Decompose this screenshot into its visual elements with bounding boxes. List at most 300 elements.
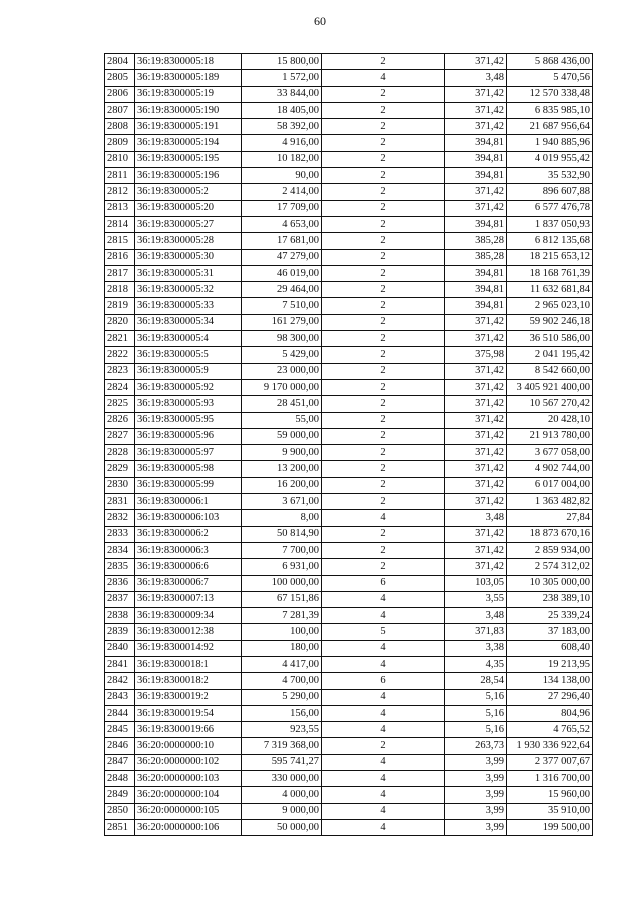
cadastral-value-cell: 27 296,40 xyxy=(507,689,593,705)
row-number-cell: 2842 xyxy=(105,673,135,689)
table-row xyxy=(105,233,593,249)
area-cell: 1 572,00 xyxy=(242,70,322,86)
cadastral-value-cell: 35 910,00 xyxy=(507,803,593,819)
group-code-cell: 2 xyxy=(322,54,445,70)
group-code-cell: 2 xyxy=(322,363,445,379)
table-row xyxy=(105,363,593,379)
group-code-cell: 2 xyxy=(322,216,445,232)
group-code-cell: 5 xyxy=(322,624,445,640)
row-number-cell: 2808 xyxy=(105,119,135,135)
group-code-cell: 6 xyxy=(322,575,445,591)
area-cell: 5 290,00 xyxy=(242,689,322,705)
cadastral-value-cell: 199 500,00 xyxy=(507,819,593,835)
group-code-cell: 4 xyxy=(322,689,445,705)
area-cell: 90,00 xyxy=(242,168,322,184)
area-cell: 55,00 xyxy=(242,412,322,428)
group-code-cell: 4 xyxy=(322,705,445,721)
cadastral-number-cell: 36:19:8300005:5 xyxy=(135,347,242,363)
cadastral-value-cell: 11 632 681,84 xyxy=(507,282,593,298)
cadastral-number-cell: 36:19:8300005:195 xyxy=(135,151,242,167)
group-code-cell: 2 xyxy=(322,445,445,461)
rate-cell: 371,42 xyxy=(445,477,507,493)
cadastral-number-cell: 36:19:8300005:33 xyxy=(135,298,242,314)
group-code-cell: 2 xyxy=(322,379,445,395)
cadastral-number-cell: 36:19:8300005:18 xyxy=(135,54,242,70)
group-code-cell: 4 xyxy=(322,591,445,607)
row-number-cell: 2839 xyxy=(105,624,135,640)
group-code-cell: 2 xyxy=(322,494,445,510)
cadastral-number-cell: 36:19:8300012:38 xyxy=(135,624,242,640)
cadastral-value-cell: 36 510 586,00 xyxy=(507,331,593,347)
cadastral-value-cell: 19 213,95 xyxy=(507,656,593,672)
cadastral-number-cell: 36:19:8300005:98 xyxy=(135,461,242,477)
cadastral-value-cell: 5 868 436,00 xyxy=(507,54,593,70)
cadastral-value-cell: 20 428,10 xyxy=(507,412,593,428)
group-code-cell: 4 xyxy=(322,510,445,526)
table-row xyxy=(105,608,593,624)
table-row xyxy=(105,347,593,363)
cadastral-value-cell: 1 837 050,93 xyxy=(507,216,593,232)
row-number-cell: 2833 xyxy=(105,526,135,542)
row-number-cell: 2812 xyxy=(105,184,135,200)
cadastral-number-cell: 36:19:8300005:95 xyxy=(135,412,242,428)
row-number-cell: 2806 xyxy=(105,86,135,102)
area-cell: 100,00 xyxy=(242,624,322,640)
cadastral-value-cell: 8 542 660,00 xyxy=(507,363,593,379)
table-row xyxy=(105,461,593,477)
rate-cell: 371,42 xyxy=(445,200,507,216)
area-cell: 13 200,00 xyxy=(242,461,322,477)
group-code-cell: 4 xyxy=(322,656,445,672)
group-code-cell: 2 xyxy=(322,461,445,477)
cadastral-value-cell: 4 902 744,00 xyxy=(507,461,593,477)
table-row xyxy=(105,542,593,558)
cadastral-value-cell: 10 567 270,42 xyxy=(507,396,593,412)
rate-cell: 371,42 xyxy=(445,494,507,510)
group-code-cell: 2 xyxy=(322,249,445,265)
rate-cell: 371,42 xyxy=(445,184,507,200)
rate-cell: 5,16 xyxy=(445,722,507,738)
row-number-cell: 2830 xyxy=(105,477,135,493)
cadastral-number-cell: 36:19:8300005:92 xyxy=(135,379,242,395)
rate-cell: 385,28 xyxy=(445,233,507,249)
rate-cell: 371,42 xyxy=(445,461,507,477)
cadastral-number-cell: 36:19:8300005:99 xyxy=(135,477,242,493)
cadastral-number-cell: 36:19:8300005:34 xyxy=(135,314,242,330)
cadastral-value-cell: 1 940 885,96 xyxy=(507,135,593,151)
table-row xyxy=(105,119,593,135)
row-number-cell: 2848 xyxy=(105,771,135,787)
table-row xyxy=(105,298,593,314)
rate-cell: 103,05 xyxy=(445,575,507,591)
area-cell: 4 700,00 xyxy=(242,673,322,689)
cadastral-number-cell: 36:19:8300005:2 xyxy=(135,184,242,200)
area-cell: 7 510,00 xyxy=(242,298,322,314)
group-code-cell: 4 xyxy=(322,608,445,624)
row-number-cell: 2816 xyxy=(105,249,135,265)
group-code-cell: 2 xyxy=(322,200,445,216)
area-cell: 15 800,00 xyxy=(242,54,322,70)
cadastral-number-cell: 36:19:8300019:66 xyxy=(135,722,242,738)
cadastral-number-cell: 36:19:8300006:7 xyxy=(135,575,242,591)
row-number-cell: 2804 xyxy=(105,54,135,70)
row-number-cell: 2843 xyxy=(105,689,135,705)
cadastral-number-cell: 36:20:0000000:105 xyxy=(135,803,242,819)
cadastral-value-cell: 2 574 312,02 xyxy=(507,559,593,575)
group-code-cell: 4 xyxy=(322,70,445,86)
cadastral-value-cell: 608,40 xyxy=(507,640,593,656)
cadastral-number-cell: 36:19:8300006:103 xyxy=(135,510,242,526)
table-row xyxy=(105,249,593,265)
row-number-cell: 2844 xyxy=(105,705,135,721)
group-code-cell: 4 xyxy=(322,754,445,770)
rate-cell: 371,42 xyxy=(445,86,507,102)
area-cell: 28 451,00 xyxy=(242,396,322,412)
rate-cell: 371,42 xyxy=(445,445,507,461)
table-row xyxy=(105,526,593,542)
rate-cell: 394,81 xyxy=(445,216,507,232)
cadastral-value-cell: 18 873 670,16 xyxy=(507,526,593,542)
row-number-cell: 2838 xyxy=(105,608,135,624)
table-row xyxy=(105,705,593,721)
table-row xyxy=(105,771,593,787)
rate-cell: 394,81 xyxy=(445,298,507,314)
cadastral-value-cell: 4 019 955,42 xyxy=(507,151,593,167)
row-number-cell: 2817 xyxy=(105,265,135,281)
rate-cell: 3,55 xyxy=(445,591,507,607)
table-row xyxy=(105,184,593,200)
rate-cell: 371,42 xyxy=(445,396,507,412)
cadastral-value-cell: 10 305 000,00 xyxy=(507,575,593,591)
table-row xyxy=(105,640,593,656)
cadastral-value-cell: 25 339,24 xyxy=(507,608,593,624)
row-number-cell: 2821 xyxy=(105,331,135,347)
cadastral-number-cell: 36:19:8300018:2 xyxy=(135,673,242,689)
cadastral-number-cell: 36:19:8300005:28 xyxy=(135,233,242,249)
area-cell: 59 000,00 xyxy=(242,428,322,444)
cadastral-number-cell: 36:19:8300019:2 xyxy=(135,689,242,705)
table-row xyxy=(105,102,593,118)
row-number-cell: 2847 xyxy=(105,754,135,770)
group-code-cell: 2 xyxy=(322,86,445,102)
cadastral-value-cell: 6 835 985,10 xyxy=(507,102,593,118)
table-row xyxy=(105,135,593,151)
area-cell: 161 279,00 xyxy=(242,314,322,330)
area-cell: 4 653,00 xyxy=(242,216,322,232)
rate-cell: 371,42 xyxy=(445,363,507,379)
rate-cell: 3,48 xyxy=(445,510,507,526)
group-code-cell: 2 xyxy=(322,347,445,363)
row-number-cell: 2851 xyxy=(105,819,135,835)
row-number-cell: 2828 xyxy=(105,445,135,461)
group-code-cell: 2 xyxy=(322,102,445,118)
area-cell: 9 000,00 xyxy=(242,803,322,819)
table-row xyxy=(105,396,593,412)
rate-cell: 5,16 xyxy=(445,689,507,705)
rate-cell: 28,54 xyxy=(445,673,507,689)
row-number-cell: 2840 xyxy=(105,640,135,656)
cadastral-value-cell: 6 812 135,68 xyxy=(507,233,593,249)
area-cell: 47 279,00 xyxy=(242,249,322,265)
cadastral-number-cell: 36:20:0000000:10 xyxy=(135,738,242,754)
table-row xyxy=(105,151,593,167)
table-row xyxy=(105,477,593,493)
row-number-cell: 2831 xyxy=(105,494,135,510)
rate-cell: 3,99 xyxy=(445,819,507,835)
area-cell: 2 414,00 xyxy=(242,184,322,200)
land-registry-table xyxy=(104,53,593,836)
area-cell: 50 000,00 xyxy=(242,819,322,835)
row-number-cell: 2827 xyxy=(105,428,135,444)
table-row xyxy=(105,575,593,591)
area-cell: 595 741,27 xyxy=(242,754,322,770)
row-number-cell: 2814 xyxy=(105,216,135,232)
row-number-cell: 2841 xyxy=(105,656,135,672)
cadastral-value-cell: 896 607,88 xyxy=(507,184,593,200)
group-code-cell: 2 xyxy=(322,135,445,151)
area-cell: 7 700,00 xyxy=(242,542,322,558)
rate-cell: 3,48 xyxy=(445,608,507,624)
group-code-cell: 2 xyxy=(322,428,445,444)
rate-cell: 371,42 xyxy=(445,559,507,575)
rate-cell: 371,42 xyxy=(445,314,507,330)
cadastral-number-cell: 36:19:8300005:19 xyxy=(135,86,242,102)
area-cell: 4 417,00 xyxy=(242,656,322,672)
row-number-cell: 2805 xyxy=(105,70,135,86)
area-cell: 180,00 xyxy=(242,640,322,656)
cadastral-number-cell: 36:19:8300006:1 xyxy=(135,494,242,510)
table-row xyxy=(105,738,593,754)
area-cell: 17 681,00 xyxy=(242,233,322,249)
cadastral-number-cell: 36:19:8300005:96 xyxy=(135,428,242,444)
row-number-cell: 2813 xyxy=(105,200,135,216)
table-row xyxy=(105,559,593,575)
cadastral-number-cell: 36:20:0000000:104 xyxy=(135,787,242,803)
cadastral-value-cell: 5 470,56 xyxy=(507,70,593,86)
row-number-cell: 2834 xyxy=(105,542,135,558)
cadastral-value-cell: 12 570 338,48 xyxy=(507,86,593,102)
table-row xyxy=(105,282,593,298)
group-code-cell: 2 xyxy=(322,314,445,330)
cadastral-value-cell: 2 859 934,00 xyxy=(507,542,593,558)
cadastral-value-cell: 4 765,52 xyxy=(507,722,593,738)
cadastral-number-cell: 36:19:8300014:92 xyxy=(135,640,242,656)
table-row xyxy=(105,412,593,428)
group-code-cell: 2 xyxy=(322,526,445,542)
group-code-cell: 2 xyxy=(322,151,445,167)
cadastral-number-cell: 36:19:8300009:34 xyxy=(135,608,242,624)
group-code-cell: 2 xyxy=(322,119,445,135)
area-cell: 5 429,00 xyxy=(242,347,322,363)
cadastral-value-cell: 238 389,10 xyxy=(507,591,593,607)
group-code-cell: 2 xyxy=(322,282,445,298)
cadastral-value-cell: 3 677 058,00 xyxy=(507,445,593,461)
group-code-cell: 2 xyxy=(322,233,445,249)
cadastral-value-cell: 18 168 761,39 xyxy=(507,265,593,281)
row-number-cell: 2835 xyxy=(105,559,135,575)
cadastral-number-cell: 36:19:8300005:196 xyxy=(135,168,242,184)
row-number-cell: 2824 xyxy=(105,379,135,395)
rate-cell: 394,81 xyxy=(445,282,507,298)
rate-cell: 3,99 xyxy=(445,803,507,819)
area-cell: 10 182,00 xyxy=(242,151,322,167)
group-code-cell: 2 xyxy=(322,184,445,200)
rate-cell: 371,42 xyxy=(445,526,507,542)
table-row xyxy=(105,331,593,347)
row-number-cell: 2829 xyxy=(105,461,135,477)
rate-cell: 385,28 xyxy=(445,249,507,265)
area-cell: 58 392,00 xyxy=(242,119,322,135)
group-code-cell: 4 xyxy=(322,787,445,803)
group-code-cell: 4 xyxy=(322,771,445,787)
group-code-cell: 4 xyxy=(322,640,445,656)
table-row xyxy=(105,510,593,526)
table-row xyxy=(105,591,593,607)
cadastral-number-cell: 36:19:8300005:93 xyxy=(135,396,242,412)
table-row xyxy=(105,722,593,738)
cadastral-number-cell: 36:20:0000000:103 xyxy=(135,771,242,787)
cadastral-value-cell: 6 017 004,00 xyxy=(507,477,593,493)
rate-cell: 371,83 xyxy=(445,624,507,640)
row-number-cell: 2820 xyxy=(105,314,135,330)
table-row xyxy=(105,673,593,689)
cadastral-value-cell: 1 930 336 922,64 xyxy=(507,738,593,754)
area-cell: 100 000,00 xyxy=(242,575,322,591)
group-code-cell: 2 xyxy=(322,412,445,428)
group-code-cell: 2 xyxy=(322,542,445,558)
area-cell: 17 709,00 xyxy=(242,200,322,216)
page-number: 60 xyxy=(314,14,326,28)
cadastral-value-cell: 18 215 653,12 xyxy=(507,249,593,265)
cadastral-value-cell: 134 138,00 xyxy=(507,673,593,689)
group-code-cell: 2 xyxy=(322,298,445,314)
group-code-cell: 6 xyxy=(322,673,445,689)
group-code-cell: 2 xyxy=(322,168,445,184)
rate-cell: 371,42 xyxy=(445,542,507,558)
cadastral-number-cell: 36:19:8300018:1 xyxy=(135,656,242,672)
row-number-cell: 2811 xyxy=(105,168,135,184)
rate-cell: 3,99 xyxy=(445,787,507,803)
cadastral-number-cell: 36:19:8300005:20 xyxy=(135,200,242,216)
rate-cell: 375,98 xyxy=(445,347,507,363)
cadastral-value-cell: 21 913 780,00 xyxy=(507,428,593,444)
row-number-cell: 2815 xyxy=(105,233,135,249)
area-cell: 9 900,00 xyxy=(242,445,322,461)
row-number-cell: 2850 xyxy=(105,803,135,819)
table-row xyxy=(105,216,593,232)
area-cell: 98 300,00 xyxy=(242,331,322,347)
group-code-cell: 2 xyxy=(322,738,445,754)
rate-cell: 394,81 xyxy=(445,151,507,167)
row-number-cell: 2818 xyxy=(105,282,135,298)
rate-cell: 371,42 xyxy=(445,428,507,444)
cadastral-number-cell: 36:19:8300005:31 xyxy=(135,265,242,281)
area-cell: 29 464,00 xyxy=(242,282,322,298)
cadastral-number-cell: 36:19:8300007:13 xyxy=(135,591,242,607)
cadastral-value-cell: 6 577 476,78 xyxy=(507,200,593,216)
cadastral-value-cell: 15 960,00 xyxy=(507,787,593,803)
rate-cell: 371,42 xyxy=(445,331,507,347)
rate-cell: 371,42 xyxy=(445,102,507,118)
group-code-cell: 2 xyxy=(322,331,445,347)
rate-cell: 5,16 xyxy=(445,705,507,721)
cadastral-number-cell: 36:19:8300005:30 xyxy=(135,249,242,265)
rate-cell: 394,81 xyxy=(445,135,507,151)
cadastral-value-cell: 1 363 482,82 xyxy=(507,494,593,510)
row-number-cell: 2819 xyxy=(105,298,135,314)
rate-cell: 3,99 xyxy=(445,754,507,770)
cadastral-number-cell: 36:19:8300005:194 xyxy=(135,135,242,151)
area-cell: 7 281,39 xyxy=(242,608,322,624)
cadastral-value-cell: 59 902 246,18 xyxy=(507,314,593,330)
cadastral-number-cell: 36:19:8300005:190 xyxy=(135,102,242,118)
table-row xyxy=(105,54,593,70)
table-row xyxy=(105,445,593,461)
cadastral-number-cell: 36:19:8300006:6 xyxy=(135,559,242,575)
group-code-cell: 4 xyxy=(322,819,445,835)
rate-cell: 4,35 xyxy=(445,656,507,672)
cadastral-value-cell: 27,84 xyxy=(507,510,593,526)
table-row xyxy=(105,428,593,444)
area-cell: 67 151,86 xyxy=(242,591,322,607)
area-cell: 330 000,00 xyxy=(242,771,322,787)
table-row xyxy=(105,689,593,705)
table-row xyxy=(105,265,593,281)
cadastral-value-cell: 2 377 007,67 xyxy=(507,754,593,770)
table-body xyxy=(105,54,593,836)
row-number-cell: 2826 xyxy=(105,412,135,428)
group-code-cell: 2 xyxy=(322,477,445,493)
row-number-cell: 2807 xyxy=(105,102,135,118)
cadastral-number-cell: 36:19:8300005:9 xyxy=(135,363,242,379)
cadastral-value-cell: 35 532,90 xyxy=(507,168,593,184)
row-number-cell: 2849 xyxy=(105,787,135,803)
row-number-cell: 2846 xyxy=(105,738,135,754)
group-code-cell: 2 xyxy=(322,265,445,281)
rate-cell: 371,42 xyxy=(445,54,507,70)
area-cell: 156,00 xyxy=(242,705,322,721)
rate-cell: 394,81 xyxy=(445,265,507,281)
row-number-cell: 2810 xyxy=(105,151,135,167)
rate-cell: 371,42 xyxy=(445,412,507,428)
rate-cell: 3,48 xyxy=(445,70,507,86)
row-number-cell: 2837 xyxy=(105,591,135,607)
row-number-cell: 2822 xyxy=(105,347,135,363)
rate-cell: 394,81 xyxy=(445,168,507,184)
cadastral-number-cell: 36:19:8300005:4 xyxy=(135,331,242,347)
area-cell: 9 170 000,00 xyxy=(242,379,322,395)
rate-cell: 263,73 xyxy=(445,738,507,754)
group-code-cell: 4 xyxy=(322,803,445,819)
cadastral-value-cell: 21 687 956,64 xyxy=(507,119,593,135)
area-cell: 46 019,00 xyxy=(242,265,322,281)
cadastral-number-cell: 36:19:8300005:27 xyxy=(135,216,242,232)
area-cell: 6 931,00 xyxy=(242,559,322,575)
cadastral-number-cell: 36:19:8300005:191 xyxy=(135,119,242,135)
cadastral-value-cell: 1 316 700,00 xyxy=(507,771,593,787)
rate-cell: 371,42 xyxy=(445,119,507,135)
row-number-cell: 2825 xyxy=(105,396,135,412)
area-cell: 7 319 368,00 xyxy=(242,738,322,754)
table-row xyxy=(105,200,593,216)
table-row xyxy=(105,494,593,510)
row-number-cell: 2823 xyxy=(105,363,135,379)
area-cell: 3 671,00 xyxy=(242,494,322,510)
area-cell: 33 844,00 xyxy=(242,86,322,102)
cadastral-number-cell: 36:20:0000000:106 xyxy=(135,819,242,835)
cadastral-number-cell: 36:19:8300005:97 xyxy=(135,445,242,461)
group-code-cell: 2 xyxy=(322,559,445,575)
